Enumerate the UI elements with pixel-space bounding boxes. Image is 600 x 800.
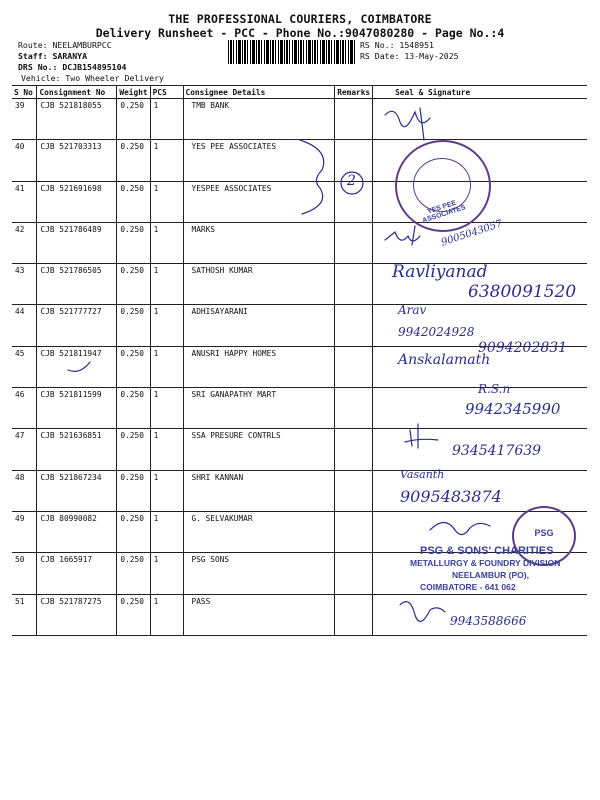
row-sno: 49 bbox=[12, 511, 37, 552]
row-weight: 0.250 bbox=[117, 470, 150, 511]
row-consignee: MARKS bbox=[183, 222, 335, 263]
row-pcs: 1 bbox=[150, 140, 183, 181]
row-consignment-no: CJB 521811947 bbox=[37, 346, 117, 387]
row-weight: 0.250 bbox=[117, 305, 150, 346]
row-weight: 0.250 bbox=[117, 429, 150, 470]
col-header-signature: Seal & Signature bbox=[373, 86, 587, 99]
col-header-pcs: PCS bbox=[150, 86, 183, 99]
row-pcs: 1 bbox=[150, 264, 183, 305]
row-pcs: 1 bbox=[150, 346, 183, 387]
row-consignment-no: CJB 521786505 bbox=[37, 264, 117, 305]
tick-mark-45 bbox=[68, 362, 90, 371]
signature-scribble-47 bbox=[405, 424, 438, 448]
handwritten-signature-46: R.S.n bbox=[478, 382, 511, 396]
row-consignment-no: CJB 521787275 bbox=[37, 594, 117, 635]
row-sno: 47 bbox=[12, 429, 37, 470]
col-header-remarks: Remarks bbox=[335, 86, 373, 99]
signature-scribble-50 bbox=[430, 523, 490, 535]
row-consignment-no: CJB 521867234 bbox=[37, 470, 117, 511]
row-consignment-no: CJB 521691698 bbox=[37, 181, 117, 222]
handwritten-signature-48: Vasanth bbox=[400, 468, 445, 481]
vehicle-label: Vehicle: Two Wheeler Delivery bbox=[21, 73, 164, 83]
row-consignment-no: CJB 521777727 bbox=[37, 305, 117, 346]
row-sno: 51 bbox=[12, 594, 37, 635]
psg-stamp-line2: METALLURGY & FOUNDRY DIVISION bbox=[410, 558, 561, 568]
row-weight: 0.250 bbox=[117, 264, 150, 305]
row-pcs: 1 bbox=[150, 594, 183, 635]
col-header-sno: S No bbox=[12, 86, 37, 99]
handwritten-phone-43: 6380091520 bbox=[468, 282, 577, 302]
yespee-stamp-text: YES PEE ASSOCIATES bbox=[421, 199, 467, 225]
row-pcs: 1 bbox=[150, 305, 183, 346]
handwritten-signature-45: Anskalamath bbox=[398, 352, 491, 368]
row-consignee: PASS bbox=[183, 594, 335, 635]
row-sno: 43 bbox=[12, 264, 37, 305]
signature-scribble-42 bbox=[385, 226, 420, 245]
col-header-consignee: Consignee Details bbox=[183, 86, 335, 99]
row-consignee: ANUSRI HAPPY HOMES bbox=[183, 346, 335, 387]
row-pcs: 1 bbox=[150, 222, 183, 263]
handwritten-signature-44: Arav bbox=[398, 303, 427, 317]
row-weight: 0.250 bbox=[117, 594, 150, 635]
handwritten-phone-48: 9095483874 bbox=[400, 487, 502, 506]
row-sno: 40 bbox=[12, 140, 37, 181]
row-consignee: G. SELVAKUMAR bbox=[183, 511, 335, 552]
yespee-stamp bbox=[395, 140, 491, 232]
route-label: Route: NEELAMBURPCC bbox=[18, 40, 112, 50]
row-weight: 0.250 bbox=[117, 553, 150, 594]
company-title: THE PROFESSIONAL COURIERS, COIMBATORE bbox=[168, 12, 432, 26]
staff-label: Staff: SARANYA bbox=[18, 51, 88, 61]
row-sno: 42 bbox=[12, 222, 37, 263]
circled-number-41: 2 bbox=[347, 173, 356, 189]
row-consignee: SATHOSH KUMAR bbox=[183, 264, 335, 305]
row-sno: 45 bbox=[12, 346, 37, 387]
handwritten-phone-44: 9942024928 bbox=[398, 325, 475, 339]
handwritten-phone-42: 9005043057 bbox=[439, 218, 504, 249]
col-header-weight: Weight bbox=[117, 86, 150, 99]
row-consignment-no: CJB 521811599 bbox=[37, 388, 117, 429]
drs-label: DRS No.: DCJB154895104 bbox=[18, 62, 127, 72]
row-consignee: PSG SONS bbox=[183, 553, 335, 594]
row-consignment-no: CJB 521818055 bbox=[37, 99, 117, 140]
row-consignee: YESPEE ASSOCIATES bbox=[183, 181, 335, 222]
psg-stamp-badge: PSG bbox=[534, 528, 554, 538]
row-sno: 41 bbox=[12, 181, 37, 222]
handwritten-phone-45: 9094202831 bbox=[478, 340, 568, 356]
row-pcs: 1 bbox=[150, 511, 183, 552]
row-weight: 0.250 bbox=[117, 99, 150, 140]
signature-scribble-51 bbox=[400, 602, 445, 622]
row-consignment-no: CJB 521703313 bbox=[37, 140, 117, 181]
row-sno: 50 bbox=[12, 553, 37, 594]
row-sno: 39 bbox=[12, 99, 37, 140]
handwritten-signature-43: Ravliyanad bbox=[392, 262, 488, 282]
row-sno: 46 bbox=[12, 388, 37, 429]
handwritten-phone-47: 9345417639 bbox=[452, 443, 542, 459]
handwritten-phone-51: 9943588666 bbox=[450, 614, 527, 628]
row-pcs: 1 bbox=[150, 429, 183, 470]
rs-date: RS Date: 13-May-2025 bbox=[360, 51, 459, 61]
row-sno: 48 bbox=[12, 470, 37, 511]
handwritten-phone-46: 9942345990 bbox=[465, 400, 561, 418]
row-weight: 0.250 bbox=[117, 511, 150, 552]
col-header-consignment: Consignment No bbox=[37, 86, 117, 99]
row-pcs: 1 bbox=[150, 388, 183, 429]
row-pcs: 1 bbox=[150, 470, 183, 511]
row-consignee: ADHISAYARANI bbox=[183, 305, 335, 346]
row-consignee: TMB BANK bbox=[183, 99, 335, 140]
row-weight: 0.250 bbox=[117, 388, 150, 429]
row-consignee: YES PEE ASSOCIATES bbox=[183, 140, 335, 181]
psg-stamp-line1: PSG & SONS' CHARITIES bbox=[420, 545, 554, 557]
remarks-bracket-41 bbox=[300, 140, 324, 214]
psg-stamp-seal bbox=[512, 506, 576, 566]
row-consignment-no: CJB 80990082 bbox=[37, 511, 117, 552]
row-pcs: 1 bbox=[150, 99, 183, 140]
row-weight: 0.250 bbox=[117, 140, 150, 181]
row-weight: 0.250 bbox=[117, 346, 150, 387]
row-consignee: SSA PRESURE CONTRLS bbox=[183, 429, 335, 470]
row-weight: 0.250 bbox=[117, 181, 150, 222]
psg-stamp-line3: NEELAMBUR (PO), bbox=[452, 570, 529, 580]
psg-stamp-line4: COIMBATORE - 641 062 bbox=[420, 582, 516, 592]
row-consignee: SHRI KANNAN bbox=[183, 470, 335, 511]
runsheet-subtitle: Delivery Runsheet - PCC - Phone No.:9047080280 - Page No.:4 bbox=[95, 26, 505, 40]
signature-scribble-39 bbox=[385, 108, 430, 140]
rs-number: RS No.: 1548951 bbox=[360, 40, 434, 50]
row-consignment-no: CJB 1665917 bbox=[37, 553, 117, 594]
row-consignee: SRI GANAPATHY MART bbox=[183, 388, 335, 429]
row-pcs: 1 bbox=[150, 553, 183, 594]
row-sno: 44 bbox=[12, 305, 37, 346]
row-pcs: 1 bbox=[150, 181, 183, 222]
row-consignment-no: CJB 521636851 bbox=[37, 429, 117, 470]
row-weight: 0.250 bbox=[117, 222, 150, 263]
row-consignment-no: CJB 521786489 bbox=[37, 222, 117, 263]
